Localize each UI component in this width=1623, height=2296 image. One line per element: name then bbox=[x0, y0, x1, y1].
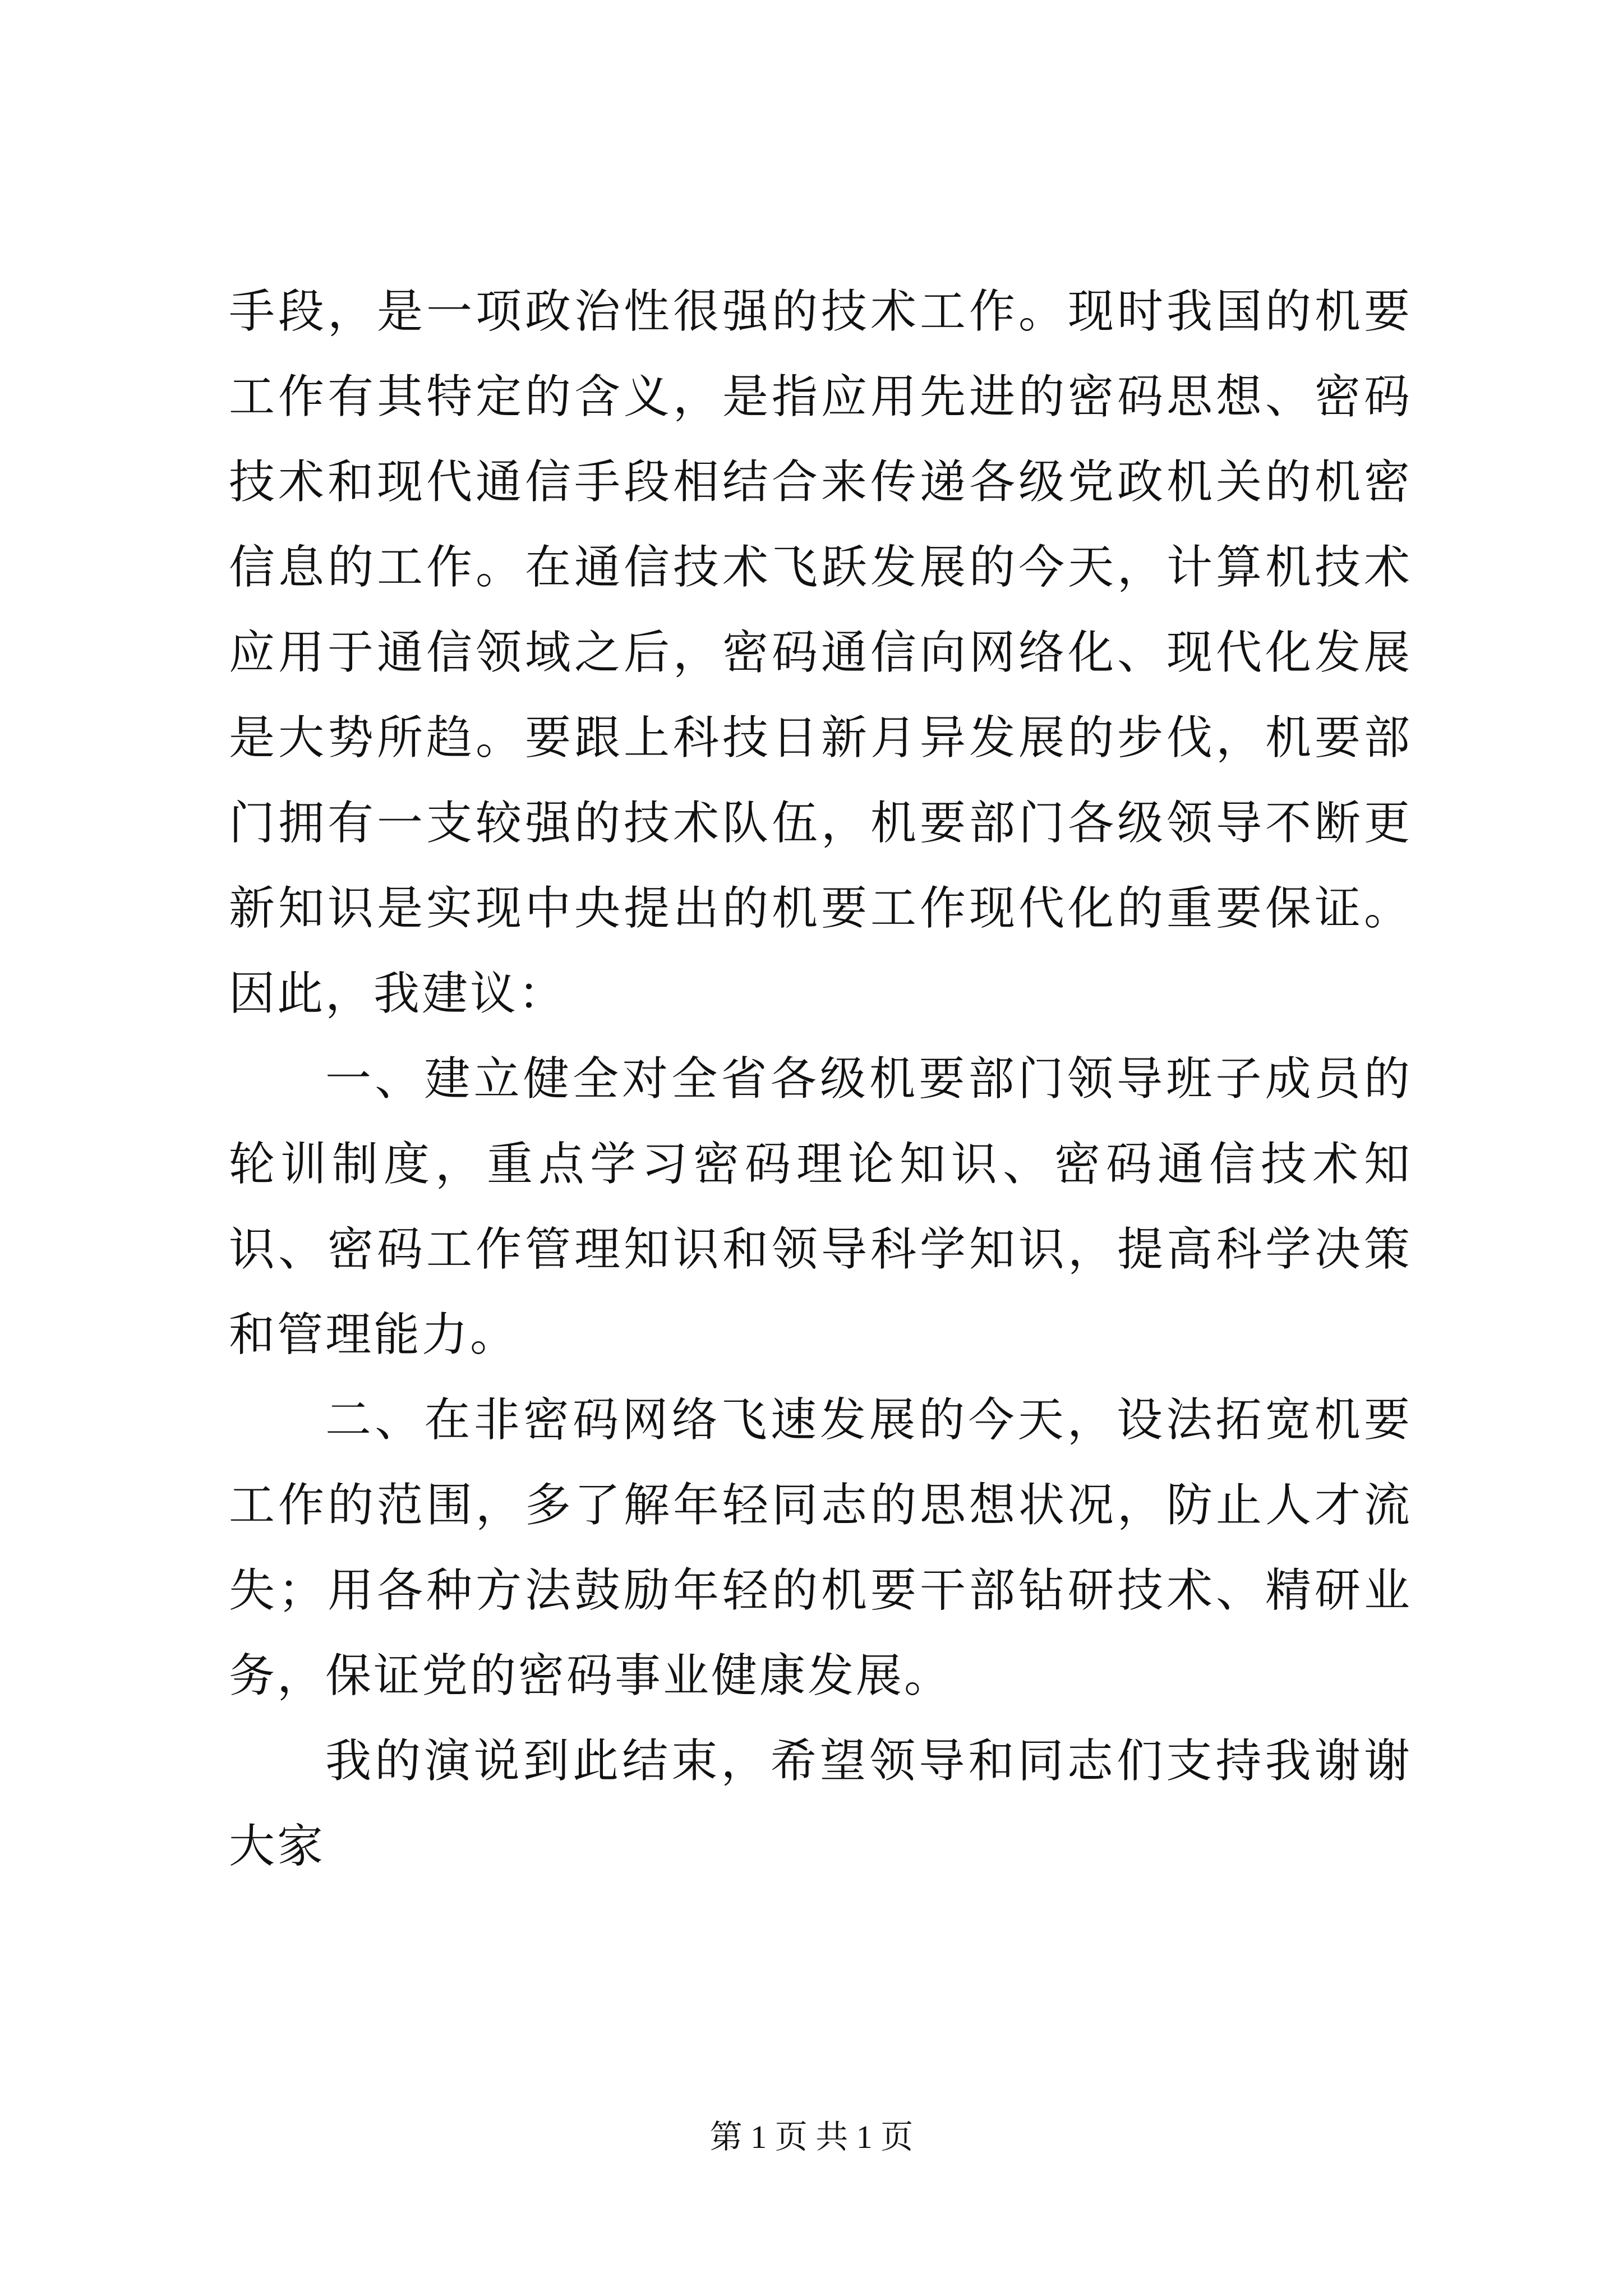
page-footer: 第 1 页 共 1 页 bbox=[709, 2119, 914, 2155]
paragraph-closing: 我的演说到此结束，希望领导和同志们支持我谢谢大家 bbox=[229, 1734, 1412, 1873]
paragraph-suggestion-two: 二、在非密码网络飞速发展的今天，设法拓宽机要工作的范围，多了解年轻同志的思想状况，防止人才流失；用各种方法鼓励年轻的机要干部钻研技术、精研业务，保证党的密码事业健康发展。 bbox=[229, 1393, 1412, 1703]
document-body bbox=[229, 269, 1412, 1889]
paragraph-continuation: 手段，是一项政治性很强的技术工作。现时我国的机要工作有其特定的含义，是指应用先进的密码思想、密码技术和现代通信手段相结合来传递各级党政机关的机密信息的工作。在通信技术飞跃发展的今天，计算机技术应用于通信领域之后，密码通信向网络化、现代化发展是大势所趋。要跟上科技日新月异发展的步伐，机要部门拥有一支较强的技术队伍，机要部门各级领导不断更新知识是实现中央提出的机要工作现代化的重要保证。因此，我建议： bbox=[229, 285, 1412, 1020]
paragraph-suggestion-one: 一、建立健全对全省各级机要部门领导班子成员的轮训制度，重点学习密码理论知识、密码通信技术知识、密码工作管理知识和领导科学知识，提高科学决策和管理能力。 bbox=[229, 1052, 1412, 1361]
